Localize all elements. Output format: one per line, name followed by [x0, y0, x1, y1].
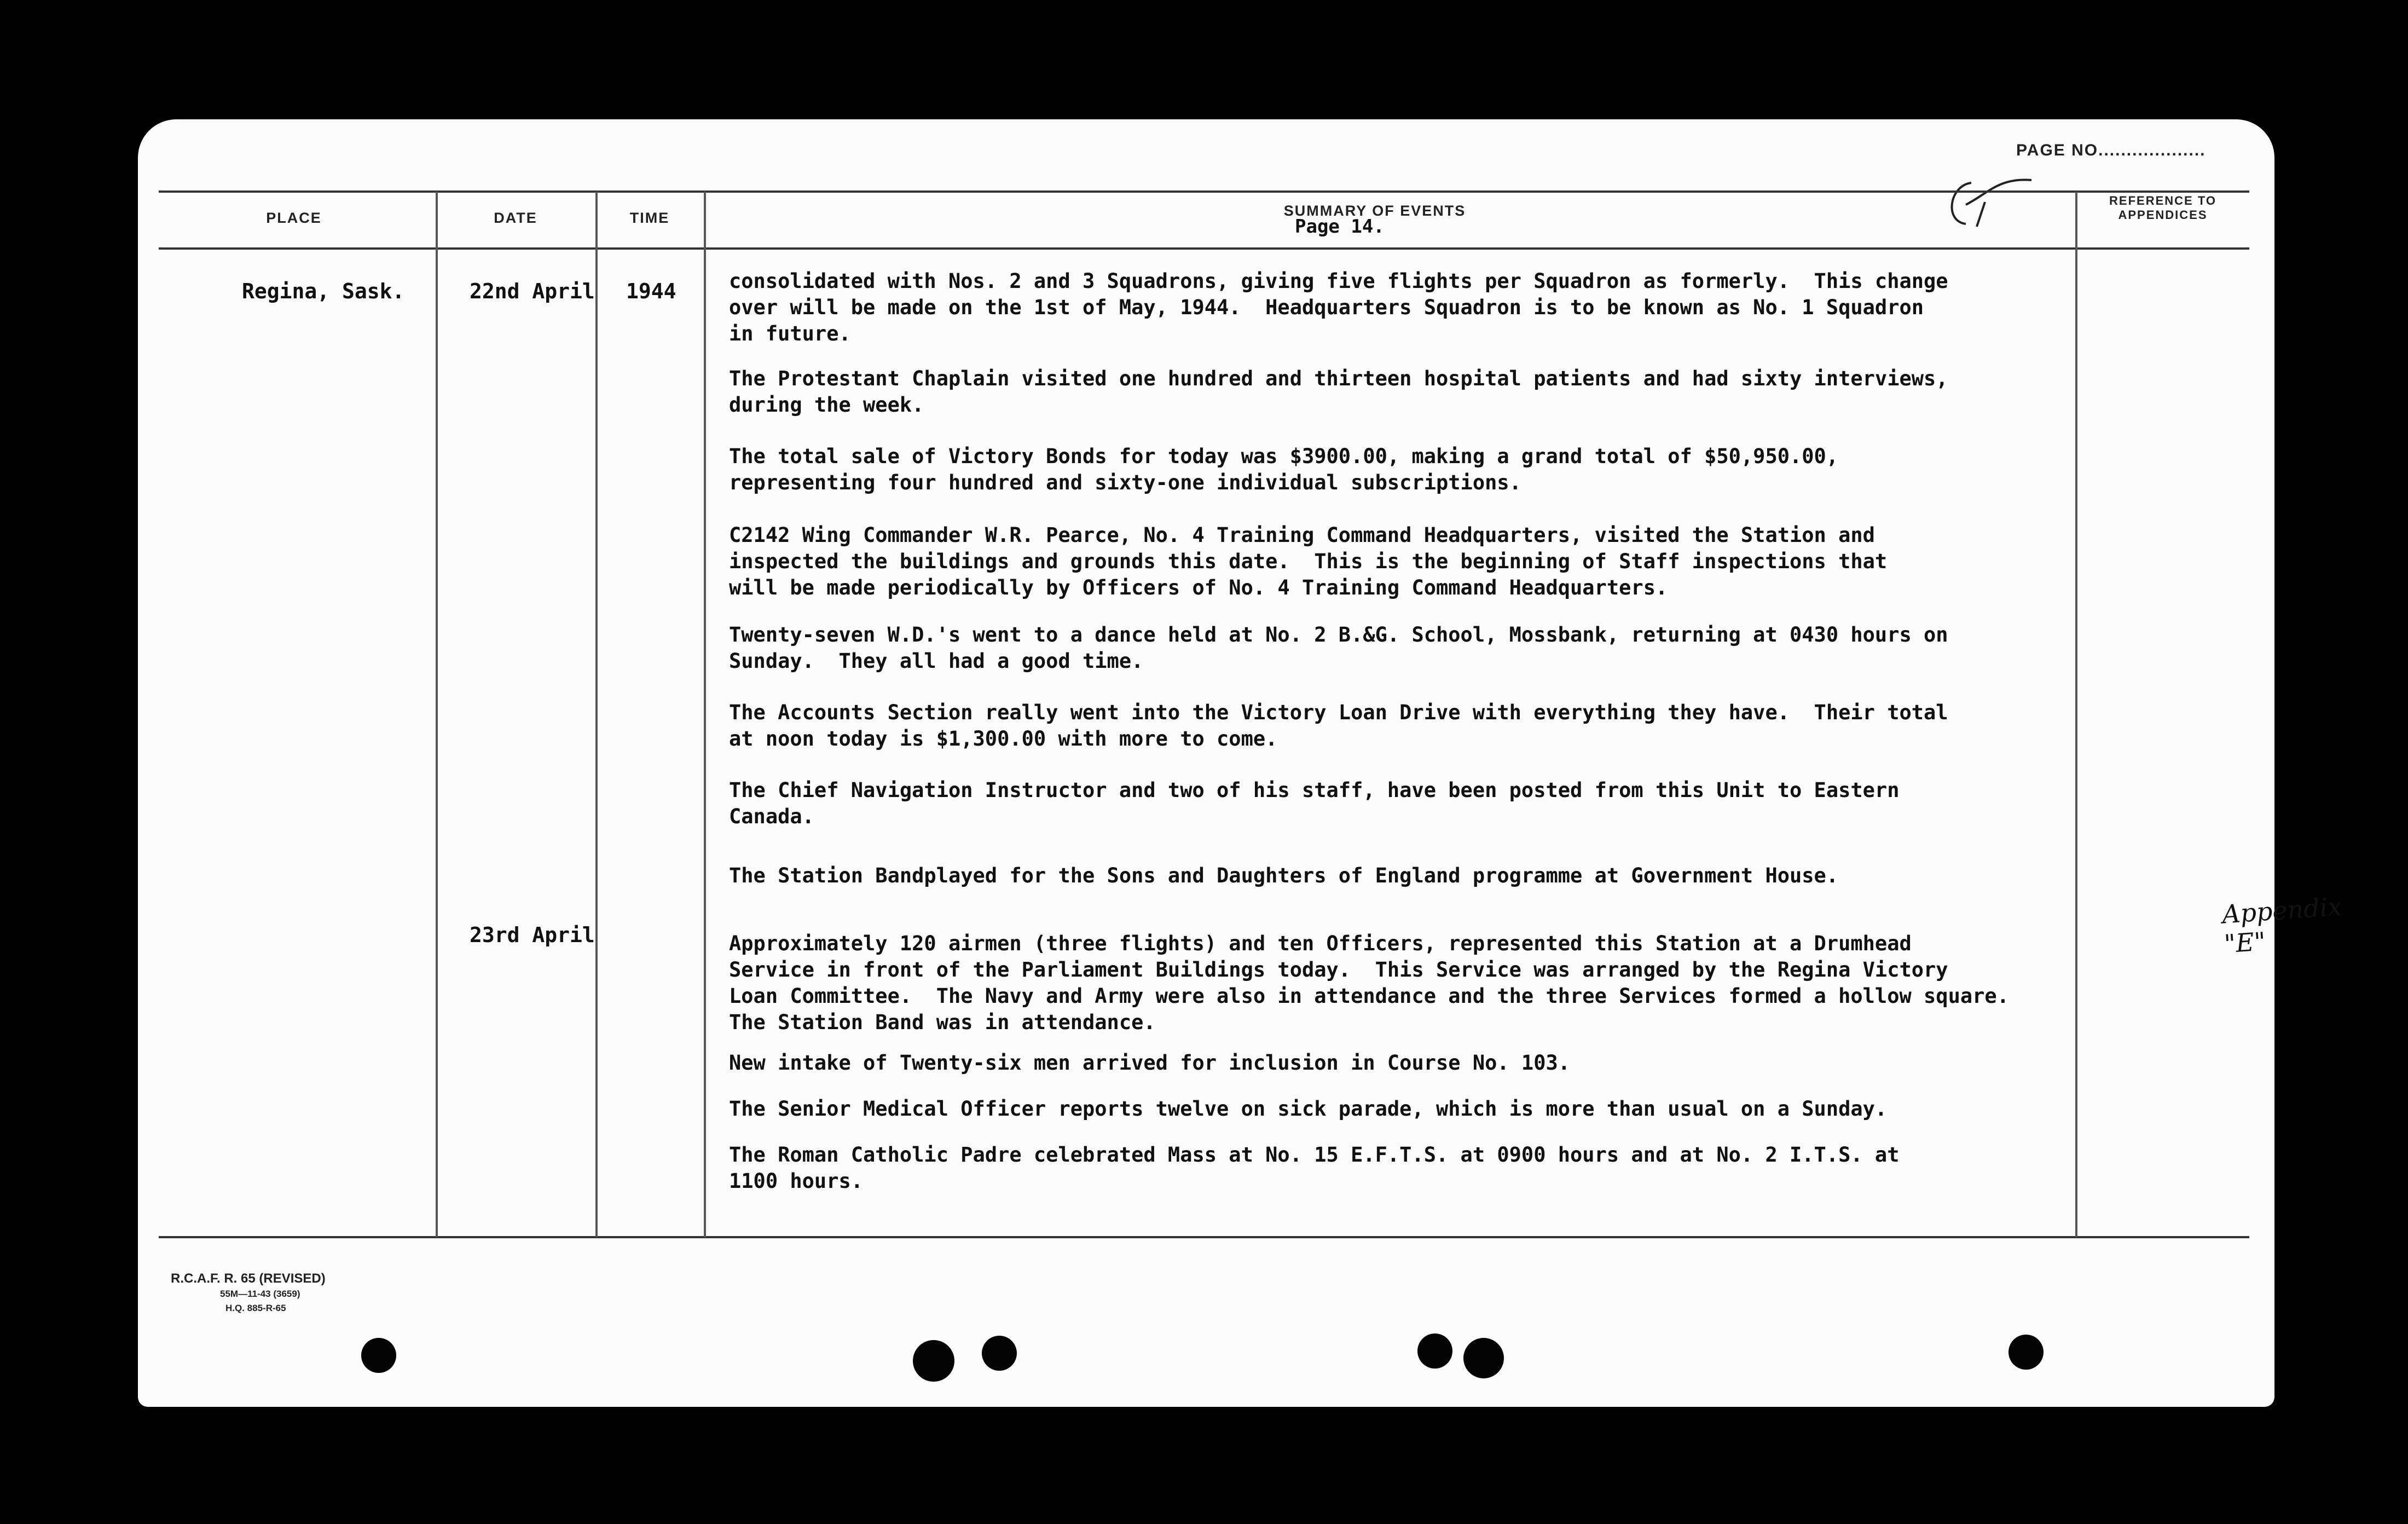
punch-hole	[1463, 1338, 1504, 1378]
summary-paragraph: New intake of Twenty-six men arrived for inclusion in Course No. 103.	[729, 1051, 1571, 1075]
summary-paragraph: consolidated with Nos. 2 and 3 Squadrons, giving five flights per Squadron as formerly. This change over will be made on the 1st of May, 1944. Headquarters Squadron is to be known as No. 1 Squadron in future.	[729, 269, 1948, 345]
form-id-line: R.C.A.F. R. 65 (REVISED)	[171, 1271, 326, 1286]
summary-paragraph: The Protestant Chaplain visited one hundred and thirteen hospital patients and had sixty interviews, during the week.	[729, 367, 1948, 417]
summary-paragraph: The Accounts Section really went into the Victory Loan Drive with everything they have. Their total at noon today is $1,300.00 with more to come.	[729, 701, 1948, 751]
header-reference: REFERENCE TO APPENDICES	[2109, 194, 2216, 222]
page-number: Page 14.	[1295, 216, 1385, 238]
punch-hole	[361, 1338, 396, 1373]
column-divider-date	[595, 192, 598, 1237]
form-id-line: H.Q. 885-R-65	[225, 1303, 286, 1313]
summary-paragraph: The Roman Catholic Padre celebrated Mass at No. 15 E.F.T.S. at 0900 hours and at No. 2 I.T.S. at 1100 hours.	[729, 1143, 1900, 1193]
diary-page	[138, 119, 2343, 1407]
page-no-label: PAGE NO...................	[2016, 141, 2206, 159]
header-summary: SUMMARY OF EVENTS	[1283, 203, 1466, 219]
summary-paragraph: The Chief Navigation Instructor and two of his staff, have been posted from this Unit to Eastern Canada.	[729, 778, 1900, 828]
date-cell-22: 22nd April	[470, 279, 595, 303]
appendix-note: Appendix "E"	[2221, 891, 2343, 959]
punch-hole	[982, 1336, 1017, 1371]
date-cell-23: 23rd April	[470, 923, 595, 947]
place-cell: Regina, Sask.	[242, 279, 405, 303]
header-top-rule	[159, 190, 2249, 193]
header-place: PLACE	[266, 210, 322, 226]
time-cell: 1944	[626, 279, 676, 303]
summary-paragraph: C2142 Wing Commander W.R. Pearce, No. 4 Training Command Headquarters, visited the Station and inspected the buildings and grounds this date. This is the beginning of Staff inspections that will be made periodically by Officers of No. 4 Training Command Headquarters.	[729, 523, 1888, 599]
header-date: DATE	[494, 210, 537, 226]
handwritten-mark	[1933, 172, 2042, 232]
summary-paragraph: Twenty-seven W.D.'s went to a dance held at No. 2 B.&G. School, Mossbank, returning at 0430 hours on Sunday. They all had a good time.	[729, 623, 1948, 673]
form-id-line: 55M—11-43 (3659)	[220, 1289, 300, 1299]
column-divider-place	[436, 192, 438, 1237]
summary-paragraph: The total sale of Victory Bonds for today was $3900.00, making a grand total of $50,950.00, representing four hundred and sixty-one individual subscriptions.	[729, 444, 1839, 494]
header-bottom-rule	[159, 247, 2249, 250]
punch-hole	[2008, 1335, 2044, 1370]
summary-paragraph: Approximately 120 airmen (three flights) and ten Officers, represented this Station at a Drumhead Service in front of the Parliament Buildings today. This Service was arranged by the Regina Victory Loan Committee. The Navy and Army were also in attendance and the three Services formed a hollow square. The Station Band was in attendance.	[729, 932, 2009, 1034]
summary-paragraph: The Senior Medical Officer reports twelve on sick parade, which is more than usual on a Sunday.	[729, 1097, 1888, 1121]
summary-paragraph: The Station Bandplayed for the Sons and Daughters of England programme at Government House.	[729, 864, 1839, 887]
punch-hole	[913, 1340, 954, 1382]
header-time: TIME	[629, 210, 670, 226]
column-divider-time	[704, 192, 706, 1237]
footer-rule	[159, 1236, 2249, 1238]
punch-hole	[1417, 1334, 1452, 1369]
